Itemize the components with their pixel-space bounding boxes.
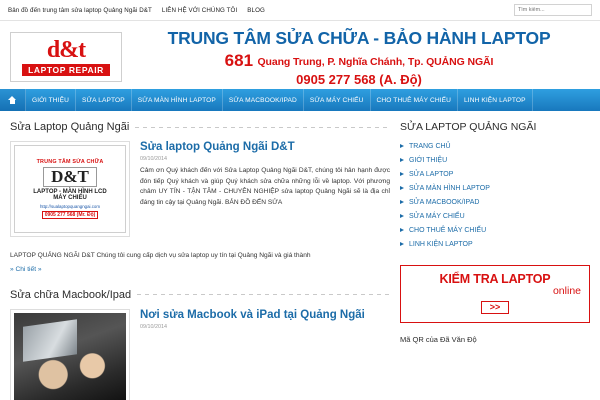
- search-input[interactable]: [514, 4, 592, 16]
- section-heading-sua-laptop: [10, 121, 390, 133]
- post-body: [140, 309, 390, 400]
- sidebar-menu: [400, 139, 590, 251]
- macbook-repair-photo: [14, 313, 126, 400]
- sidebar-item-gioi-thieu[interactable]: GIỚI THIỆU: [400, 153, 590, 167]
- header-street-number: 681: [224, 50, 254, 70]
- sidebar-item-sua-laptop[interactable]: SỬA LAPTOP: [400, 167, 590, 181]
- banner-line-2: online: [552, 285, 581, 297]
- post-item: [10, 309, 390, 400]
- nav-item-sua-may-chieu[interactable]: SỬA MÁY CHIẾU: [304, 89, 371, 111]
- thumbnail-card: [14, 145, 126, 233]
- sidebar-title: SỬA LAPTOP QUẢNG NGÃI: [400, 121, 537, 133]
- nav-item-gioi-thieu[interactable]: GIỚI THIỆU: [26, 89, 76, 111]
- banner-button[interactable]: >>: [481, 301, 510, 314]
- main-column: [10, 121, 390, 400]
- top-utility-bar: [0, 0, 600, 21]
- page-content: [0, 111, 600, 400]
- site-header: [0, 21, 600, 89]
- thumb-line-3: LAPTOP - MÀN HÌNH LCD: [33, 189, 107, 195]
- post-title[interactable]: Nơi sửa Macbook và iPad tại Quảng Ngãi: [140, 308, 365, 321]
- sidebar-item-linh-kien-laptop[interactable]: LINH KIỆN LAPTOP: [400, 237, 590, 251]
- check-laptop-online-banner[interactable]: [400, 265, 590, 323]
- site-logo[interactable]: [10, 32, 122, 82]
- topbar-link-contact[interactable]: LIÊN HỆ VỚI CHÚNG TÔI: [161, 6, 238, 14]
- nav-item-sua-man-hinh-laptop[interactable]: SỬA MÀN HÌNH LAPTOP: [132, 89, 223, 111]
- nav-item-cho-thue-may-chieu[interactable]: CHO THUÊ MÁY CHIẾU: [371, 89, 458, 111]
- post-thumbnail[interactable]: [10, 141, 130, 237]
- logo-subtext: LAPTOP REPAIR: [22, 64, 110, 76]
- topbar-link-map[interactable]: Bản đồ đến trung tâm sửa laptop Quảng Ngãi D&T: [8, 6, 152, 14]
- sidebar-item-sua-macbook-ipad[interactable]: SỬA MACBOOK/IPAD: [400, 195, 590, 209]
- post-continued-text: LAPTOP QUẢNG NGÃI D&T Chúng tôi cung cấp dịch vụ sửa laptop uy tín tại Quảng Ngãi và giá thành: [10, 252, 311, 259]
- post-thumbnail[interactable]: [10, 309, 130, 400]
- sidebar-item-trang-chu[interactable]: TRANG CHỦ: [400, 139, 590, 153]
- main-navigation: [0, 89, 600, 111]
- nav-item-home[interactable]: [0, 89, 26, 111]
- thumb-line-1: TRUNG TÂM SỬA CHỮA: [36, 159, 104, 165]
- header-address: Quang Trung, P. Nghĩa Chánh, Tp. QUẢNG NGÃI: [257, 55, 494, 68]
- section-divider: [135, 127, 390, 128]
- post-excerpt: Cảm ơn Quý khách đến với Sửa Laptop Quảng Ngãi D&T, chúng tôi hân hạnh được đón tiếp Quý khách và giúp Quý khách sửa chữa những lỗi về laptop. Với phương châm UY TÍN - TẬN TÂM - CHUYÊN NGHIỆP sửa laptop Quảng Ngãi sẽ là địa chỉ đáng tin cậy tại Quảng Ngãi. BẢN ĐỒ ĐẾN SỬA: [140, 167, 390, 206]
- post-body: [140, 141, 390, 237]
- thumb-line-5: http://sualaptopquangngai.com: [39, 204, 101, 209]
- section-title-2: Sửa chữa Macbook/Ipad: [10, 288, 132, 301]
- sidebar: [400, 121, 590, 400]
- section-divider-2: [137, 294, 390, 295]
- thumb-line-6: 0905 277 568 (Mr. Độ): [42, 211, 99, 219]
- nav-item-sua-macbook-ipad[interactable]: SỬA MACBOOK/IPAD: [223, 89, 304, 111]
- logo-text: d&t: [46, 37, 86, 63]
- header-title: TRUNG TÂM SỬA CHỮA - BẢO HÀNH LAPTOP: [167, 27, 551, 48]
- section-title: Sửa Laptop Quảng Ngãi: [10, 121, 130, 133]
- sidebar-qr-title: Mã QR của Đã Văn Độ: [400, 335, 477, 344]
- header-text-block: [132, 28, 590, 87]
- thumb-line-2: D&T: [43, 167, 97, 187]
- home-icon: [8, 96, 17, 105]
- post-date: 09/10/2014: [140, 323, 167, 330]
- banner-line-1: KIỂM TRA LAPTOP: [439, 272, 551, 286]
- nav-item-linh-kien-laptop[interactable]: LINH KIỆN LAPTOP: [458, 89, 533, 111]
- header-phone: 0905 277 568 (A. Độ): [296, 71, 422, 87]
- sidebar-item-cho-thue-may-chieu[interactable]: CHO THUÊ MÁY CHIẾU: [400, 223, 590, 237]
- post-title[interactable]: Sửa laptop Quảng Ngãi D&T: [140, 141, 295, 153]
- header-address-line: [132, 51, 586, 71]
- topbar-link-blog[interactable]: BLOG: [247, 6, 265, 14]
- read-more-link[interactable]: » Chi tiết »: [10, 265, 42, 273]
- section-heading-macbook: [10, 289, 390, 301]
- post-date: 09/10/2014: [140, 156, 167, 162]
- sidebar-item-sua-man-hinh-laptop[interactable]: SỬA MÀN HÌNH LAPTOP: [400, 181, 590, 195]
- post-item: [10, 141, 390, 237]
- thumb-line-4: MÁY CHIẾU: [53, 195, 87, 201]
- sidebar-item-sua-may-chieu[interactable]: SỬA MÁY CHIẾU: [400, 209, 590, 223]
- nav-item-sua-laptop[interactable]: SỬA LAPTOP: [76, 89, 132, 111]
